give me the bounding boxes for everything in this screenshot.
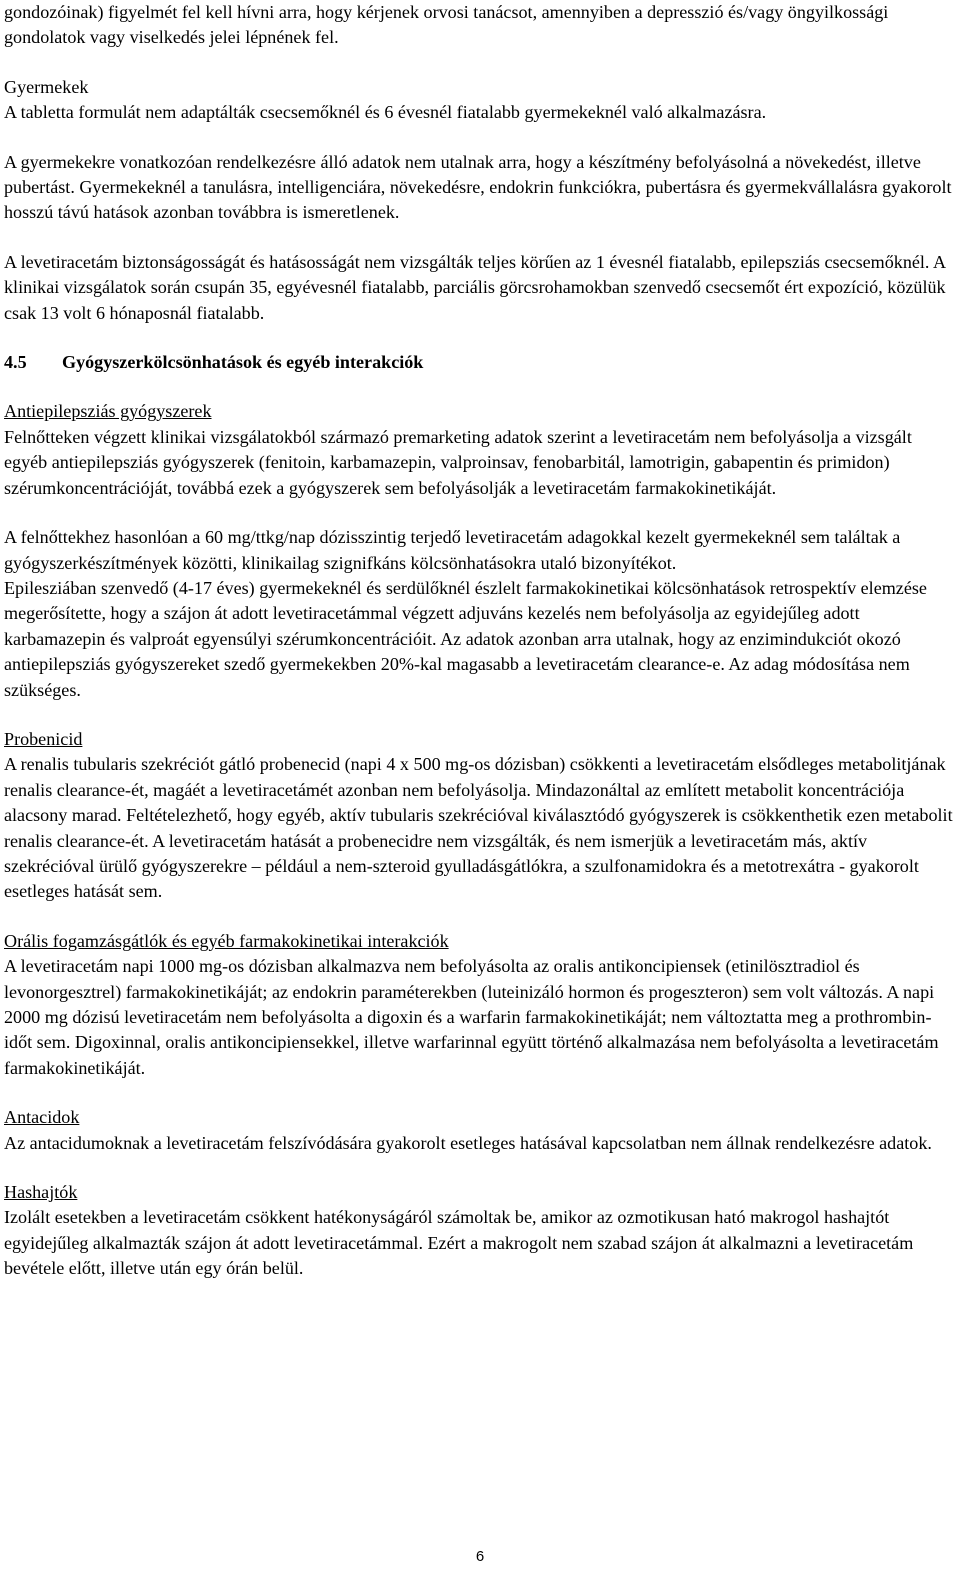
laxatives-paragraph: Izolált esetekben a levetiracetám csökkent hatékonyságáról számoltak be, amikor az ozmotikusan ható makrogol hashajtót egyidejűleg alkalmazták szájon át adott levetiracetámmal. Ezért a makrogolt nem szabad szájon át alkalmazni a levetiracetám bevétele előtt, illetve után egy órán belül. — [4, 1207, 914, 1279]
section-title: Gyógyszerkölcsönhatások és egyéb interakciók — [62, 352, 424, 373]
antiepileptics-heading: Antiepilepsziás gyógyszerek — [4, 401, 212, 422]
antacids-paragraph: Az antacidumoknak a levetiracetám felszívódására gyakorolt esetleges hatásával kapcsolatban nem állnak rendelkezésre adatok. — [4, 1132, 932, 1153]
probenecid-paragraph: A renalis tubularis szekréciót gátló probenecid (napi 4 x 500 mg-os dózisban) csökkenti a levetiracetám elsődleges metabolitjának renalis clearance-ét, magáét a levetiracetámét azonban nem befolyásolja. Mindazonáltal az említett metabolit koncentrációja alacsony marad. Feltételezhető, hogy egyéb, aktív tubularis szekrécióval kiválasztódó gyógyszerek is csökkenthetik ezen metabolit renalis clearance-ét. A levetiracetám hatását a probenecidre nem vizsgálták, és nem ismerjük a levetiracetám más, aktív szekrécióval ürülő gyógyszerekre – például a nem-szteroid gyulladásgátlókra, a szulfonamidokra és a metotrexátra - gyakorolt esetleges hatását sem. — [4, 754, 953, 902]
children-paragraph-2: A gyermekekre vonatkozóan rendelkezésre álló adatok nem utalnak arra, hogy a készítmény befolyásolná a növekedést, illetve pubertást. Gyermekeknél a tanulásra, intelligenciára, növekedésre, endokrin funkciókra, pubertásra és gyermekvállalásra gyakorolt hosszú távú hatások azonban továbbra is ismeretlenek. — [4, 151, 952, 223]
children-paragraph-3: A levetiracetám biztonságosságát és hatásosságát nem vizsgálták teljes körűen az 1 évesnél fiatalabb, epilepsziás csecsemőknél. A klinikai vizsgálatok során csupán 35, egyévesnél fiatalabb, parciális görcsrohamokban szenvedő csecsemőt ért expozíció, közülük csak 13 volt 6 hónaposnál fiatalabb. — [4, 251, 946, 323]
children-paragraph-1: A tabletta formulát nem adaptálták csecsemőknél és 6 évesnél fiatalabb gyermekeknél való alkalmazásra. — [4, 102, 767, 123]
intro-paragraph: gondozóinak) figyelmét fel kell hívni arra, hogy kérjenek orvosi tanácsot, amennyiben a depresszió és/vagy öngyilkossági gondolatok vagy viselkedés jelei lépnének fel. — [4, 2, 889, 48]
antiepileptics-paragraph-3: Epilesziában szenvedő (4-17 éves) gyermekeknél és serdülőknél észlelt farmakokinetikai kölcsönhatások retrospektív elemzése megerősítette, hogy a szájon át adott levetiracetámmal végzett adjuváns kezelés nem befolyásolja az egyidejűleg adott karbamazepin és valproát egyensúlyi szérumkoncentrációit. Az adatok azonban arra utalnak, hogy az enzimindukciót okozó antiepilepsziás gyógyszereket szedő gyermekekben 20%-kal magasabb a levetiracetám clearance-e. Az adag módosítása nem szükséges. — [4, 577, 927, 700]
page-number: 6 — [475, 1548, 485, 1565]
probenecid-heading: Probenicid — [4, 728, 83, 749]
section-heading — [4, 350, 956, 375]
children-heading: Gyermekek — [4, 76, 89, 97]
antiepileptics-paragraph-2: A felnőttekhez hasonlóan a 60 mg/ttkg/nap dózisszintig terjedő levetiracetám adagokkal kezelt gyermekeknél sem találtak a gyógyszerkészítmények közötti, klinikailag szignifkáns kölcsönhatásokra utaló bizonyítékot. — [4, 527, 901, 573]
oral-contraceptives-heading: Orális fogamzásgátlók és egyéb farmakokinetikai interakciók — [4, 930, 449, 951]
laxatives-heading: Hashajtók — [4, 1182, 78, 1203]
antacids-heading: Antacidok — [4, 1107, 80, 1128]
antiepileptics-paragraph-1: Felnőtteken végzett klinikai vizsgálatokból származó premarketing adatok szerint a levetiracetám nem befolyásolja a vizsgált egyéb antiepilepsziás gyógyszerek (fenitoin, karbamazepin, valproinsav, fenobarbitál, lamotrigin, gabapentin és primidon) szérumkoncentrációját, továbbá ezek a gyógyszerek sem befolyásolják a levetiracetám farmakokinetikáját. — [4, 426, 912, 498]
oral-contraceptives-paragraph: A levetiracetám napi 1000 mg-os dózisban alkalmazva nem befolyásolta az oralis antikoncipiensek (etinilösztradiol és levonorgesztrel) farmakokinetikáját; az endokrin paraméterekben (luteinizáló hormon és progeszteron) sem volt változás. A napi 2000 mg dózisú levetiracetám nem befolyásolta a digoxin és a warfarin farmakokinetikáját; nem változtatta meg a prothrombin-időt sem. Digoxinnal, oralis antikoncipiensekkel, illetve warfarinnal együtt történő alkalmazása nem befolyásolta a levetiracetám farmakokinetikáját. — [4, 956, 939, 1078]
document-page — [4, 0, 956, 1282]
section-number: 4.5 — [4, 352, 27, 373]
